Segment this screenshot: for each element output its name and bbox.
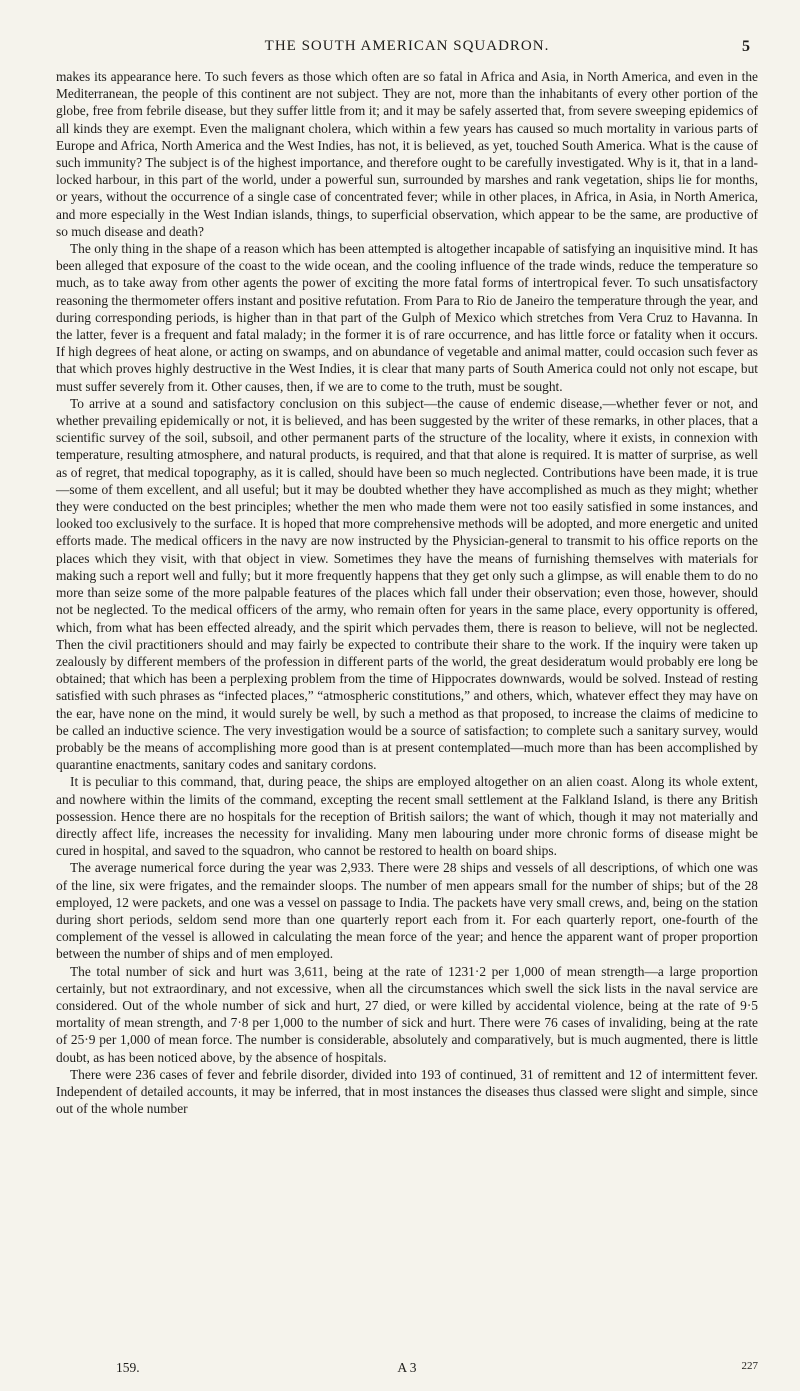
body-text — [56, 68, 758, 1117]
paragraph-3: To arrive at a sound and satisfactory conclusion on this subject—the cause of endemic disease,—whether fever or not, and whether prevailing epidemically or not, it is believed, and has been suggested by the writer of these remarks, in other places, that a scientific survey of the soil, subsoil, and other permanent parts of the structure of the locality, where it exists, in connexion with temperature, resulting atmosphere, and natural products, is required, and that that alone is required. It is matter of surprise, as well as of regret, that medical topography, as it is called, should have been so much neglected. Contributions have been made, it is true—some of them excellent, and all useful; but it may be doubted whether they have accomplished as much as they might; whether they were conducted on the best principles; whether the men who made them were not too easily satisfied in some instances, and looked too exclusively to the surface. It is hoped that more comprehensive methods will be adopted, and more energetic and united efforts made. The medical officers in the navy are now instructed by the Physician-general to transmit to his office reports on the places which they visit, with that object in view. Sometimes they have the means of furnishing themselves with materials for making such a report well and fully; but it more frequently happens that they get only such a glimpse, as will enable them to do no more than seize some of the more palpable features of the places which fall under their observation; even those, however, should not be neglected. To the medical officers of the army, who remain often for years in the same place, every opportunity is offered, which, from what has been effected already, and the spirit which pervades them, there is reason to believe, will not be neglected. Then the civil practitioners should and may fairly be expected to contribute their share to the work. If the inquiry were taken up zealously by different members of the profession in different parts of the world, the great desideratum would probably ere long be obtained; that which has been a perplexing problem from the time of Hippocrates downwards, would be solved. Instead of resting satisfied with such phrases as “infected places,” “atmospheric constitutions,” and others, which, whatever effect they may have on the ear, have none on the mind, it would surely be well, by such a method as that proposed, to increase the claims of medicine to be called an inductive science. The very investigation would be a source of satisfaction; to complete such a sanitary survey, would probably be the means of accomplishing more good than is at present contemplated—much more than has been accomplished by quarantine enactments, sanitary codes and sanitary cordons. — [56, 395, 758, 773]
page-number: 5 — [742, 38, 750, 55]
paragraph-1: makes its appearance here. To such fevers as those which often are so fatal in Africa and Asia, in North America, and even in the Mediterranean, the people of this continent are not subject. They are not, more than the inhabitants of every other portion of the globe, free from febrile disease, but they suffer little from it; and it may be safely asserted that, from severe sweeping epidemics of all kinds they are exempt. Even the malignant cholera, which within a few years has caused so much mortality in various parts of Europe and Africa, North America and the West Indies, has not, it is believed, as yet, touched South America. What is the cause of such immunity? The subject is of the highest importance, and therefore ought to be carefully investigated. Why is it, that in a land-locked harbour, in this part of the world, under a powerful sun, surrounded by marshes and rank vegetation, ships lie for months, or years, without the occurrence of a single case of concentrated fever; while in other places, in Africa, in Asia, in North America, and more especially in the West Indian islands, things, to superficial observation, which appear to be the same, are productive of so much disease and death? — [56, 69, 758, 239]
running-header — [56, 38, 758, 58]
paragraph-7: There were 236 cases of fever and febrile disorder, divided into 193 of continued, 31 of remittent and 12 of intermittent fever. Independent of detailed accounts, it may be inferred, that in most instances the diseases thus classed were slight and simple, since out of the whole number — [56, 1066, 758, 1117]
sheet-number: 159. — [116, 1360, 140, 1375]
paragraph-4: It is peculiar to this command, that, during peace, the ships are employed altogether on an alien coast. Along its whole extent, and nowhere within the limits of the command, excepting the recent small settlement at the Falkland Island, is there any British possession. Hence there are no hospitals for the reception of British sailors; the want of which, though it may not materially and directly affect life, increases the necessity for invaliding. Many men labouring under more chronic forms of disease might be cured in hospital, and saved to the squadron, who cannot be restored to health on board ships. — [56, 774, 758, 859]
paragraph-6: The total number of sick and hurt was 3,611, being at the rate of 1231·2 per 1,000 of mean strength—a large proportion certainly, but not extraordinary, and not excessive, when all the circumstances which swell the sick lists in the naval service are considered. Out of the whole number of sick and hurt, 27 died, or were killed by accidental violence, being at the rate of 9·5 mortality of mean strength, and 7·8 per 1,000 to the number of sick and hurt. There were 76 cases of invaliding, being at the rate of 25·9 per 1,000 of mean force. The number is considerable, absolutely and comparatively, but is much augmented, there is little doubt, as has been noticed above, by the absence of hospitals. — [56, 963, 758, 1065]
running-title: THE SOUTH AMERICAN SQUADRON. — [264, 38, 550, 54]
page-footer — [56, 1360, 758, 1378]
signature-mark: A 3 — [397, 1360, 417, 1375]
paragraph-5: The average numerical force during the year was 2,933. There were 28 ships and vessels of all descriptions, of which one was of the line, six were frigates, and the remainder sloops. The number of men appears small for the number of ships; but of the 28 employed, 12 were packets, and one was a vessel on passage to India. The packets have very small crews, and, being on the station during short periods, seldom send more than one quarterly report each from it. For each quarterly report, one-fourth of the complement of the vessel is allowed in calculating the mean force of the year; and hence the apparent want of proper proportion between the number of ships and of men employed. — [56, 860, 758, 962]
paragraph-2: The only thing in the shape of a reason which has been attempted is altogether incapable of satisfying an inquisitive mind. It has been alleged that exposure of the coast to the wide ocean, and the cooling influence of the trade winds, reduce the temperature so much, as to take away from other agents the power of exciting the more fatal forms of intertropical fever. To such unsatisfactory reasoning the thermometer offers instant and positive refutation. From Para to Rio de Janeiro the temperature through the year, and during corresponding periods, is higher than in that part of the Gulph of Mexico which stretches from Vera Cruz to Havanna. In the latter, fever is a frequent and fatal malady; in the former it is of rare occurrence, and has little force or fatality when it occurs. If high degrees of heat alone, or acting on swamps, and on abundance of vegetable and animal matter, could occasion such fever as that which proves highly destructive in the West Indies, it is clear that many parts of South America could not only not escape, but must suffer severely from it. Other causes, then, if we are to come to the truth, must be sought. — [56, 241, 758, 394]
catchword: 227 — [741, 1360, 758, 1372]
